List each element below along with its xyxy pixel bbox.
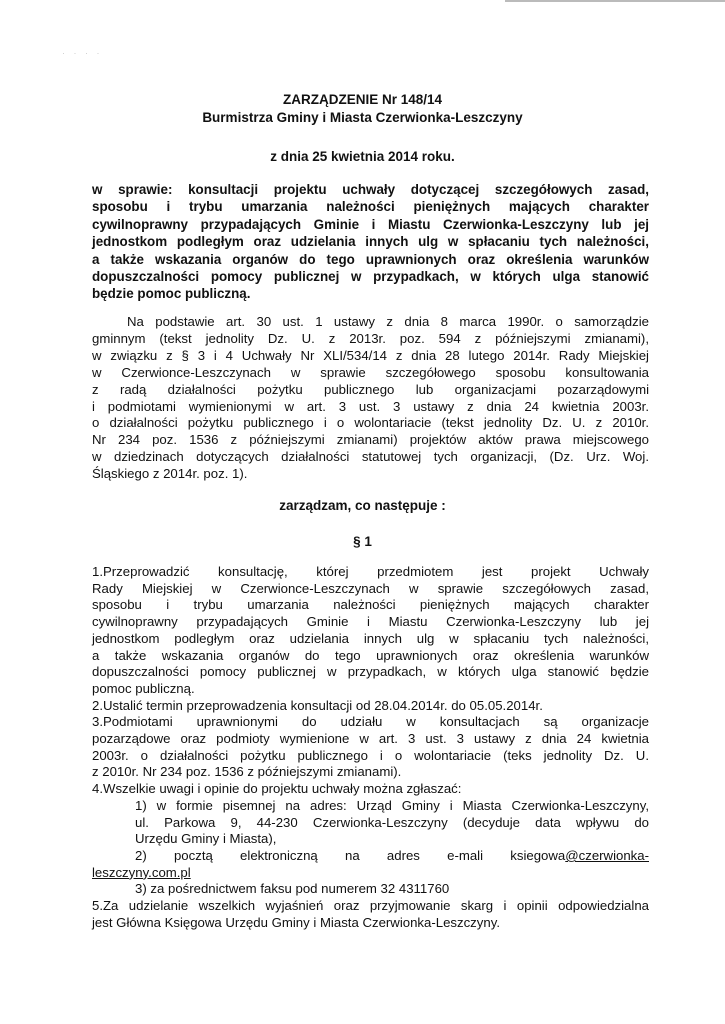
subject-line: cywilnoprawny przypadających Gminie i Miastu Czerwionka-Leszczyny lub jej <box>92 216 649 232</box>
point-2: 2.Ustalić termin przeprowadzenia konsultacji od 28.04.2014r. do 05.05.2014r. <box>92 697 543 713</box>
point-4-item-1-line: ul. Parkowa 9, 44-230 Czerwionka-Leszczyny (decyduje data wpływu do <box>135 814 649 830</box>
legal-basis-paragraph <box>92 314 649 483</box>
point-1-line: a także wskazania organów do tego uprawnionych oraz określenia warunków <box>92 647 649 663</box>
document-issuer: Burmistrza Gminy i Miasta Czerwionka-Leszczyny <box>202 110 523 125</box>
point-5-line: jest Główna Księgowa Urzędu Gminy i Miasta Czerwionka-Leszczyny. <box>92 914 500 930</box>
point-1-line: jednostkom podległym oraz udzielania innych ulg w spłacaniu tych należności, <box>92 630 649 646</box>
subject-line: sposobu i trybu umarzania należności pieniężnych mających charakter <box>92 199 649 215</box>
point-4-item-1-line: 1) w formie pisemnej na adres: Urząd Gminy i Miasta Czerwionka-Leszczyny, <box>135 797 649 813</box>
subject-line: jednostkom podległym oraz udzielania innych ulg w spłacaniu tych należności, <box>92 234 649 250</box>
point-4-item-2-line <box>92 865 649 882</box>
subject-line: dopuszczalności pomocy publicznej w przypadkach, w których ulga stanowić <box>92 269 649 285</box>
point-1-line: Rady Miejskiej w Czerwionce-Leszczynach w sprawie szczegółowych zasad, <box>92 580 649 596</box>
point-3-line: 2003r. o działalności pożytku publicznego i o wolontariacie (teks jednolity Dz. U. <box>92 747 649 763</box>
email-link-part-2[interactable]: leszczyny.com.pl <box>92 864 191 880</box>
preamble-line: w związku z § 3 i 4 Uchwały Nr XLI/534/14 z dnia 28 lutego 2014r. Rady Miejskiej <box>92 347 649 363</box>
preamble-line: i podmiotami wymienionymi w art. 3 ust. 3 ustawy z dnia 24 kwietnia 2003r. <box>92 398 649 414</box>
point-4-intro: 4.Wszelkie uwagi i opinie do projektu uchwały można zgłaszać: <box>92 781 462 797</box>
preamble-line: Nr 234 poz. 1536 z późniejszymi zmianami) projektów aktów prawa miejscowego <box>92 432 649 448</box>
preamble-line: o działalności pożytku publicznego i o wolontariacie (tekst jednolity Dz. U. z 2010r. <box>92 415 649 431</box>
point-4-item-3: 3) za pośrednictwem faksu pod numerem 32 4311760 <box>135 881 450 897</box>
preamble-line: w dziedzinach dotyczących działalności statutowej tych organizacji, (Dz. Urz. Woj. <box>92 449 649 465</box>
document-date: z dnia 25 kwietnia 2014 roku. <box>270 149 455 164</box>
subject-block <box>92 181 649 303</box>
preamble-line: w Czerwionce-Leszczynach w sprawie szczegółowego sposobu konsultowania <box>92 364 649 380</box>
point-4-item-2-line <box>92 848 649 865</box>
point-3-line: pozarządowe oraz podmioty wymienione w art. 3 ust. 3 ustawy z dnia 24 kwietnia <box>92 731 649 747</box>
preamble-line: Na podstawie art. 30 ust. 1 ustawy z dnia 8 marca 1990r. o samorządzie <box>127 314 649 329</box>
point-1-line: cywilnoprawny przypadających Gminie i Miastu Czerwionka-Leszczyny lub jej <box>92 614 649 630</box>
decree-phrase: zarządzam, co następuje : <box>279 498 446 513</box>
section-1-body <box>92 564 649 931</box>
subject-line: a także wskazania organów do tego uprawnionych oraz określenia warunków <box>92 251 649 267</box>
point-5-line: 5.Za udzielanie wszelkich wyjaśnień oraz przyjmowanie skarg i opinii odpowiedzialna <box>92 898 649 914</box>
scan-edge-line <box>505 0 725 2</box>
section-mark: § 1 <box>353 534 372 549</box>
point-1-line: 1.Przeprowadzić konsultację, której przedmiotem jest projekt Uchwały <box>92 564 649 579</box>
scan-artifact: · · · · <box>62 48 103 58</box>
preamble-line: gminnym (tekst jednolity Dz. U. z 2013r. poz. 594 z późniejszymi zmianami), <box>92 330 649 346</box>
point-1-line: sposobu i trybu umarzania należności pieniężnych mających charakter <box>92 597 649 613</box>
point-3-line: z 2010r. Nr 234 poz. 1536 z późniejszymi zmianami). <box>92 764 402 780</box>
subject-line: w sprawie: konsultacji projektu uchwały dotyczącej szczegółowych zasad, <box>92 182 649 197</box>
point-4-item-1-line: Urzędu Gminy i Miasta), <box>135 831 277 847</box>
document-title: ZARZĄDZENIE Nr 148/14 <box>282 92 443 107</box>
point-1-line: dopuszczalności pomocy publicznej w przypadkach, w których ulga stanowić będzie <box>92 664 649 680</box>
preamble-line: Śląskiego z 2014r. poz. 1). <box>92 466 248 482</box>
preamble-line: z radą działalności pożytku publicznego lub organizacjami pozarządowymi <box>92 381 649 397</box>
email-link-part-1[interactable]: @czerwionka- <box>565 847 649 863</box>
email-label: 2) pocztą elektroniczną na adres e-mali ksiegowa <box>135 847 566 863</box>
subject-line: będzie pomoc publiczną. <box>92 286 251 302</box>
point-1-line: pomoc publiczną. <box>92 680 195 696</box>
point-3-line: 3.Podmiotami uprawnionymi do udziału w konsultacjach są organizacje <box>92 714 649 730</box>
